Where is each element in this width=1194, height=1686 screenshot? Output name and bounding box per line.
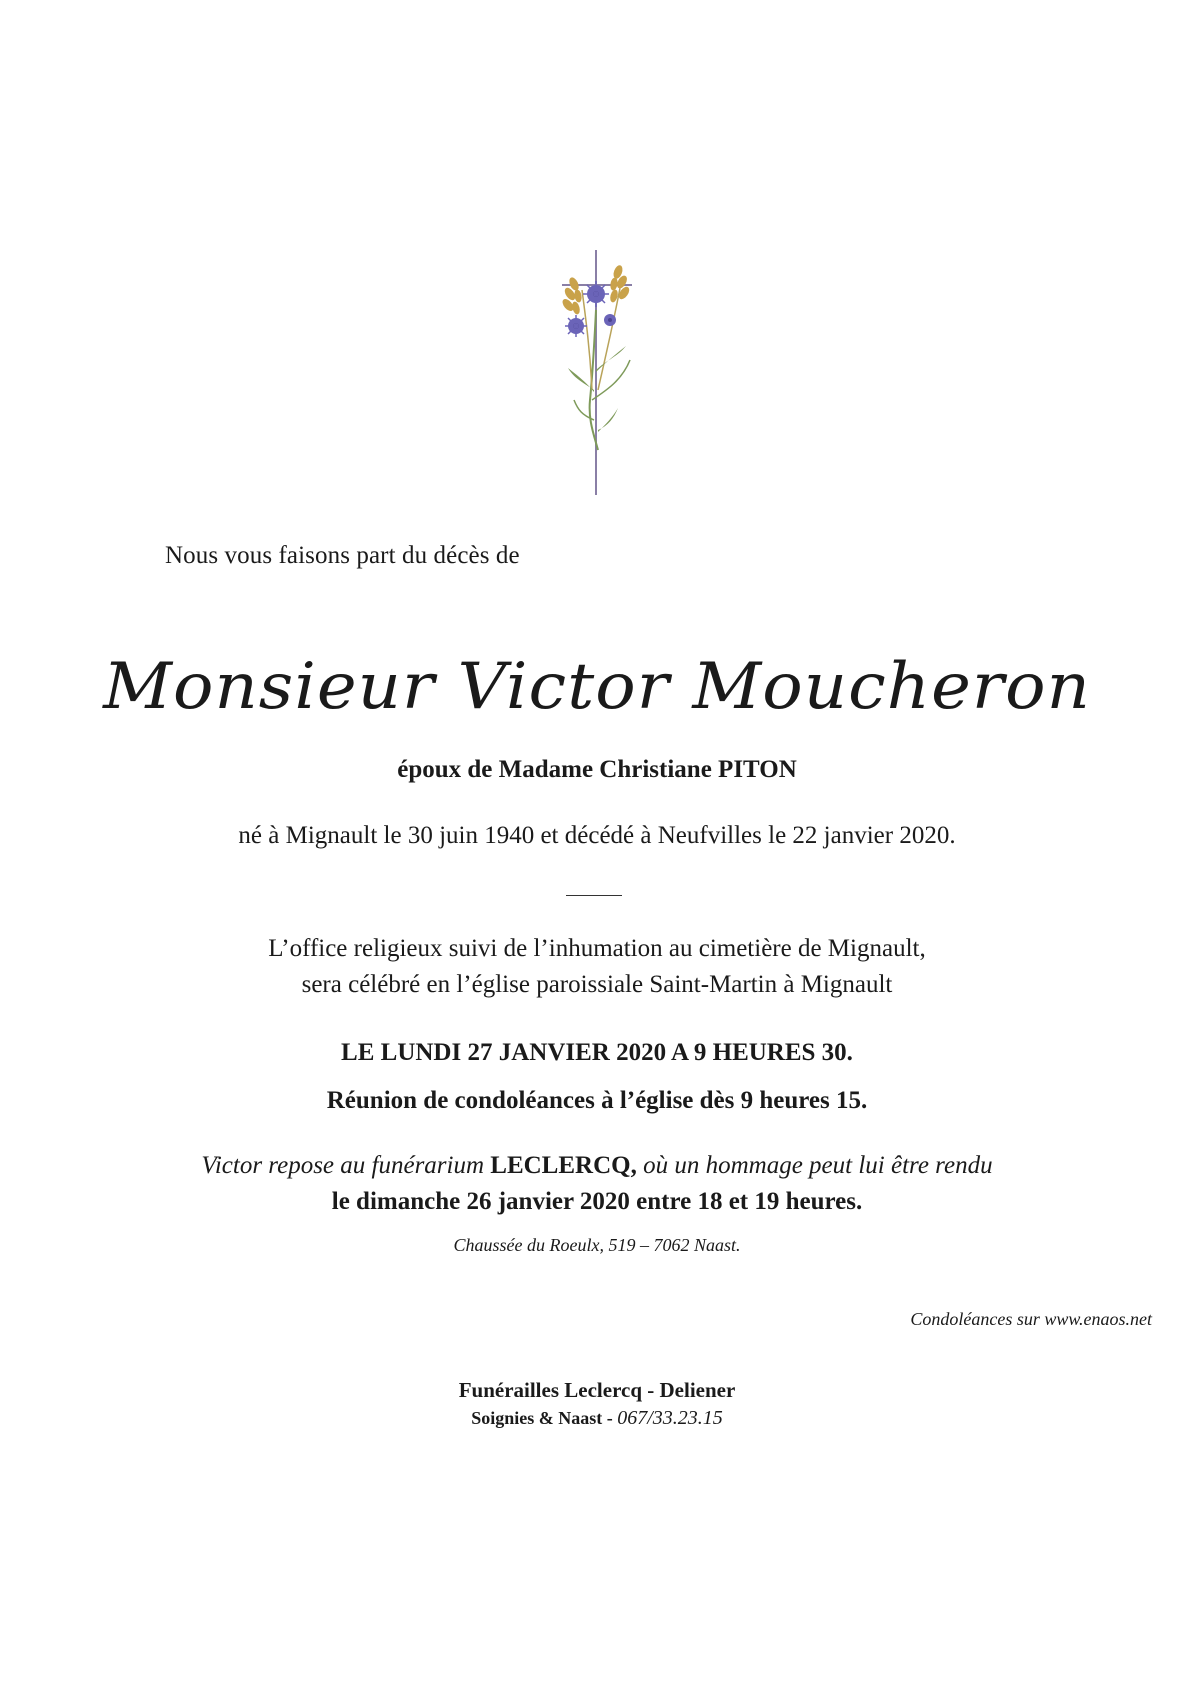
condolence-meeting: Réunion de condoléances à l’église dès 9 heures 15.	[326, 1087, 868, 1114]
visit-date: le dimanche 26 janvier 2020 entre 18 et 19 heures.	[331, 1188, 863, 1215]
ceremony-datetime: LE LUNDI 27 JANVIER 2020 A 9 HEURES 30.	[341, 1039, 853, 1066]
divider	[566, 895, 622, 896]
funerarium-name: LECLERCQ,	[490, 1152, 637, 1179]
funerarium-repose	[0, 1152, 1194, 1180]
birth-death-dates: né à Mignault le 30 juin 1940 et décédé à Neufvilles le 22 janvier 2020.	[238, 822, 956, 849]
deceased-name: Monsieur Victor Moucheron	[103, 650, 1091, 724]
online-condolences: Condoléances sur www.enaos.net	[910, 1309, 1152, 1329]
repose-prefix: Victor repose au funérarium	[201, 1152, 491, 1179]
office-line-2: sera célébré en l’église paroissiale Saint-Martin à Mignault	[301, 971, 893, 998]
intro-text: Nous vous faisons part du décès de	[165, 542, 520, 569]
company-locations: Soignies & Naast -	[471, 1408, 618, 1428]
company-contact	[0, 1407, 1194, 1430]
cross-with-wheat-and-cornflowers-icon	[552, 250, 642, 495]
funerarium-address: Chaussée du Roeulx, 519 – 7062 Naast.	[453, 1235, 741, 1255]
company-name: Funérailles Leclercq - Deliener	[458, 1378, 736, 1402]
company-phone: 067/33.23.15	[617, 1407, 723, 1429]
repose-suffix: où un hommage peut lui être rendu	[636, 1152, 993, 1179]
office-line-1: L’office religieux suivi de l’inhumation au cimetière de Mignault,	[268, 935, 926, 962]
spouse-line: époux de Madame Christiane PITON	[397, 756, 797, 783]
